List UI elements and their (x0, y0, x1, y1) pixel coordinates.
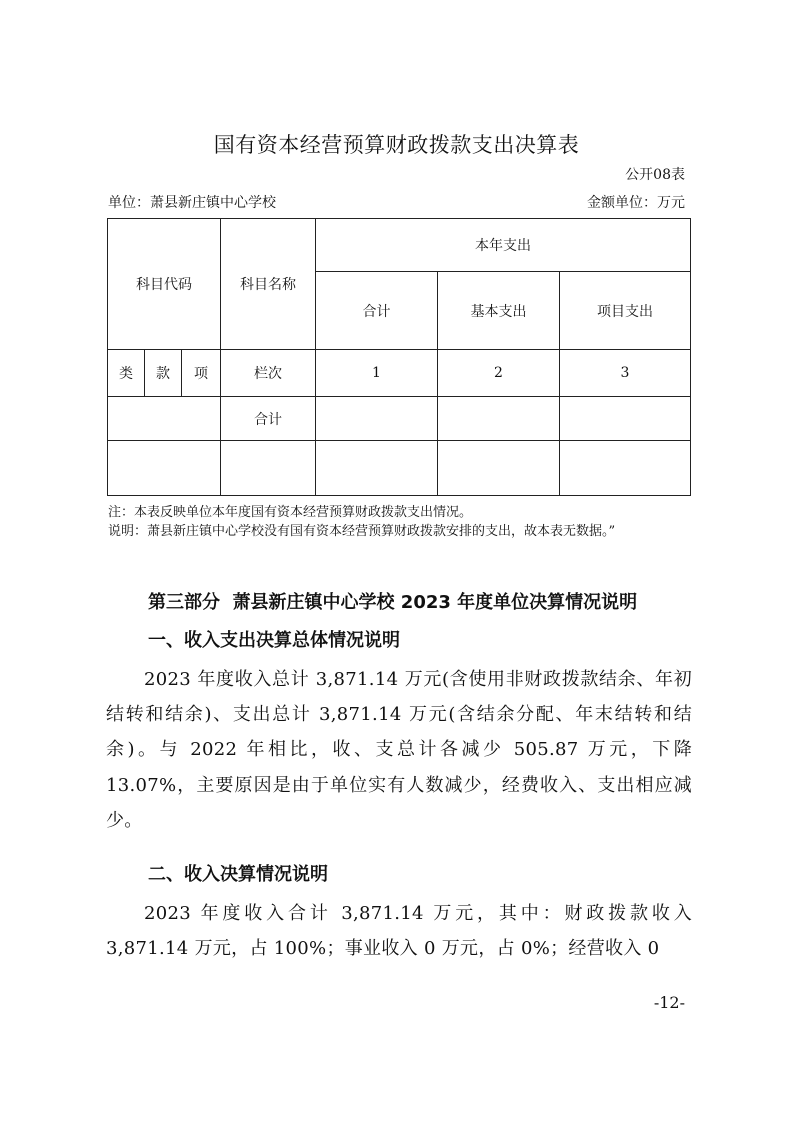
table-note: 注：本表反映单位本年度国有资本经营预算财政拨款支出情况。 (108, 505, 473, 520)
project-expense-header: 项目支出 (560, 272, 691, 350)
column-3-cell: 3 (560, 350, 691, 397)
basic-expense-header: 基本支出 (438, 272, 560, 350)
current-year-expense-header: 本年支出 (316, 219, 691, 272)
document-title: 国有资本经营预算财政拨款支出决算表 (213, 133, 580, 157)
total-row (108, 397, 691, 441)
subject-code-header: 科目代码 (108, 219, 221, 350)
empty-cell (560, 441, 691, 496)
budget-table (107, 218, 691, 496)
unit-label: 单位：萧县新庄镇中心学校 (108, 195, 276, 211)
empty-cell (108, 397, 221, 441)
table-header-row (108, 219, 691, 272)
empty-cell (438, 397, 560, 441)
subject-name-header: 科目名称 (221, 219, 316, 350)
total-row-label: 合计 (221, 397, 316, 441)
empty-cell (438, 441, 560, 496)
class-cell: 类 (108, 350, 145, 397)
empty-cell (221, 441, 316, 496)
empty-cell (560, 397, 691, 441)
section-2-paragraph: 2023 年度收入合计 3,871.14 万元，其中：财政拨款收入 3,871.14 万元，占 100%；事业收入 0 万元，占 0%；经营收入 0 (106, 903, 692, 960)
empty-row (108, 441, 691, 496)
total-header: 合计 (316, 272, 438, 350)
page-number: -12- (653, 993, 685, 1012)
empty-cell (316, 397, 438, 441)
section-heading-1: 一、收入支出决算总体情况说明 (148, 630, 400, 651)
empty-cell (108, 441, 221, 496)
section-1-paragraph: 2023 年度收入总计 3,871.14 万元(含使用非财政拨款结余、年初结转和结余)、支出总计 3,871.14 万元(含结余分配、年末结转和结余)。与 2022 年相比，收、支总计各减少 505.87 万元，下降 13.07%，主要原因是由于单位实有人数减少，经费收入、支出相应减少。 (106, 669, 692, 831)
column-label-cell: 栏次 (221, 350, 316, 397)
item-cell: 项 (182, 350, 221, 397)
column-2-cell: 2 (438, 350, 560, 397)
table-explanation: 说明：萧县新庄镇中心学校没有国有资本经营预算财政拨款安排的支出，故本表无数据。” (108, 524, 616, 539)
currency-unit-label: 金额单位：万元 (587, 195, 685, 211)
section-heading-2: 二、收入决算情况说明 (148, 864, 328, 885)
section-cell: 款 (145, 350, 182, 397)
part-heading: 第三部分 萧县新庄镇中心学校 2023 年度单位决算情况说明 (148, 592, 638, 613)
column-number-row (108, 350, 691, 397)
empty-cell (316, 441, 438, 496)
table-number: 公开08表 (625, 167, 685, 183)
column-1-cell: 1 (316, 350, 438, 397)
